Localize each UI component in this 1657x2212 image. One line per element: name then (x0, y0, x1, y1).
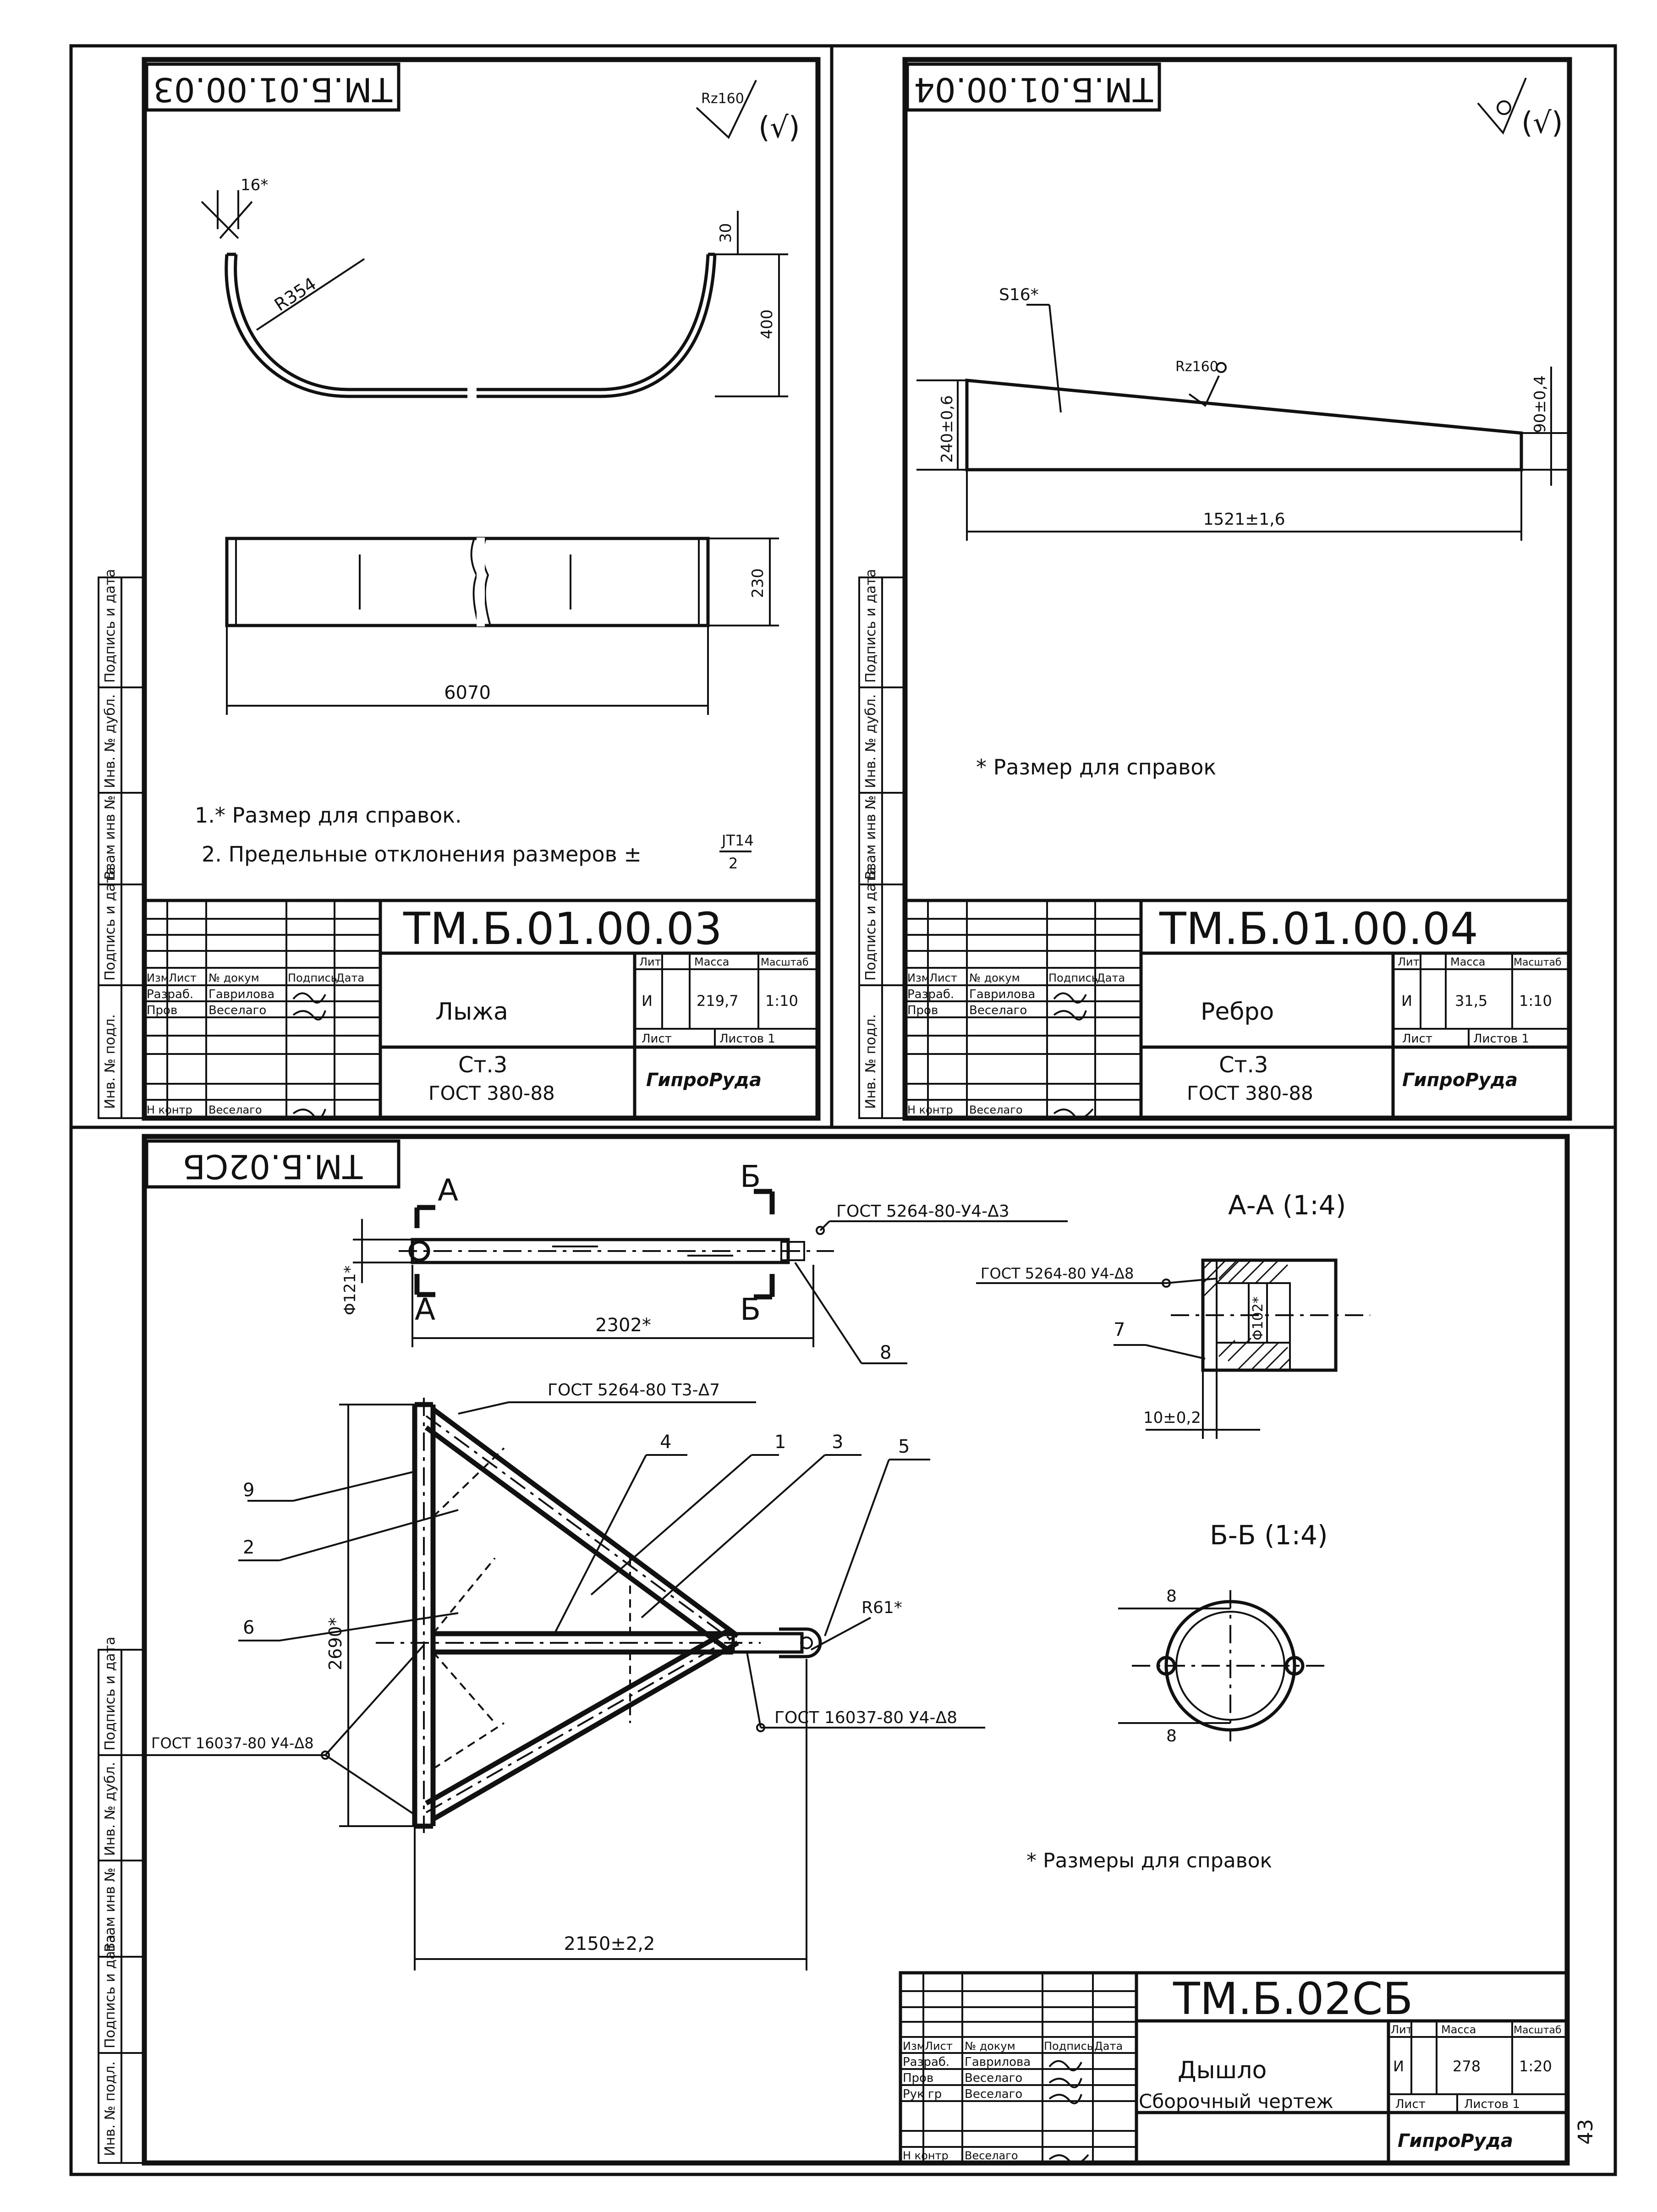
tb-prov: Пров (147, 1004, 178, 1017)
tb-list: Лист (925, 2040, 953, 2053)
position-9: 9 (243, 1480, 255, 1501)
tb-prov: Пров (903, 2071, 934, 2085)
side-stamp-label: Подпись и дата (102, 867, 118, 981)
section-aa-title: А-А (1:4) (1228, 1190, 1346, 1221)
weld-callout: ГОСТ 5264-80 У4-Δ8 (981, 1265, 1134, 1282)
dim-8: 8 (1166, 1587, 1177, 1606)
tb-ndok: № докум (965, 2040, 1015, 2053)
roughness-rz: Rz160 (1175, 359, 1218, 375)
tb-masshtab: Масштаб (1514, 957, 1562, 968)
weld-callout: ГОСТ 5264-80 Т3-Δ7 (548, 1381, 720, 1400)
roughness-paren: (√) (1521, 106, 1563, 140)
dim-10: 10±0,2 (1143, 1409, 1201, 1427)
dim-230: 230 (749, 568, 767, 598)
tb-lit-value: И (1393, 2058, 1404, 2075)
note: * Размеры для справок (1026, 1849, 1273, 1872)
tb-name: Дышло (1178, 2057, 1267, 2084)
tb-standard: ГОСТ 380-88 (428, 1082, 555, 1104)
cut-label-b: Б (740, 1292, 761, 1327)
side-stamp-label: Взам инв № (863, 795, 879, 880)
tb-org: ГипроРуда (646, 1070, 762, 1091)
drawing-code-flipped: ТМ.Б.01.00.04 (914, 70, 1153, 109)
tb-org: ГипроРуда (1402, 1070, 1518, 1091)
tb-razrab: Разраб. (903, 2055, 950, 2069)
side-stamp-label: Взам инв № (102, 795, 118, 880)
tb-subname: Сборочный чертеж (1139, 2090, 1333, 2113)
position-1: 1 (774, 1432, 786, 1453)
tb-razrab: Разраб. (907, 988, 955, 1001)
position-8: 8 (880, 1342, 892, 1363)
tb-izm: Изм (147, 972, 169, 984)
tb-org: ГипроРуда (1398, 2130, 1513, 2152)
tb-person: Веселаго (208, 1004, 267, 1017)
note-2: 2. Предельные отклонения размеров ± (202, 842, 642, 867)
tb-data: Дата (1097, 972, 1125, 984)
tb-code: ТМ.Б.02СБ (1173, 1973, 1413, 2025)
side-stamp-label: Подпись и дата (102, 1636, 118, 1751)
side-stamp-label: Подпись и дата (102, 1934, 118, 2048)
tb-masshtab: Масштаб (1514, 2025, 1562, 2036)
tb-list: Лист (929, 972, 957, 984)
section-bb-title: Б-Б (1:4) (1210, 1520, 1328, 1551)
dim-2302: 2302* (595, 1315, 651, 1336)
note-1: 1.* Размер для справок. (195, 803, 462, 828)
side-stamp-label: Взам инв № (102, 1867, 118, 1952)
tb-mass-value: 278 (1453, 2058, 1481, 2075)
roughness-paren: (√) (758, 111, 800, 145)
dim-1521: 1521±1,6 (1203, 510, 1285, 529)
side-stamp-label: Подпись и дата (102, 569, 118, 683)
weld-callout: ГОСТ 5264-80-У4-Δ3 (836, 1202, 1010, 1221)
tb-person: Веселаго (965, 2149, 1018, 2162)
dim-2690: 2690* (325, 1617, 346, 1670)
tolerance-denominator: 2 (729, 855, 738, 872)
tb-material: Ст.3 (1219, 1052, 1268, 1078)
side-stamp-label: Инв. № дубл. (102, 694, 118, 788)
position-7: 7 (1114, 1319, 1125, 1340)
tb-lit-value: И (642, 992, 653, 1010)
dim-6070: 6070 (444, 682, 491, 703)
tb-rukgr: Рук гр (903, 2087, 942, 2101)
dim-8: 8 (1166, 1727, 1177, 1745)
side-stamp-label: Подпись и дата (863, 569, 879, 683)
dim-d121: Φ121* (341, 1265, 359, 1315)
tb-sheet: Лист (642, 1032, 672, 1046)
dim-thickness: 16* (241, 176, 269, 194)
tb-code: ТМ.Б.01.00.03 (403, 903, 722, 955)
page-number: 43 (1574, 2119, 1597, 2145)
dim-s16: S16* (999, 285, 1039, 304)
tb-name: Ребро (1201, 998, 1274, 1026)
dim-240: 240±0,6 (938, 395, 956, 463)
tb-massa: Масса (694, 955, 730, 968)
tb-data: Дата (1094, 2040, 1123, 2053)
tb-sheet: Лист (1395, 2097, 1426, 2111)
cut-label-b: Б (740, 1159, 761, 1194)
tb-massa: Масса (1441, 2023, 1476, 2036)
position-4: 4 (660, 1432, 672, 1453)
tb-list: Лист (169, 972, 197, 984)
weld-callout: ГОСТ 16037-80 У4-Δ8 (774, 1708, 957, 1727)
dim-90: 90±0,4 (1531, 375, 1549, 433)
tb-sheets: Листов 1 (1473, 1032, 1529, 1046)
dim-d102: Φ102* (1250, 1296, 1266, 1340)
tb-lit-value: И (1401, 992, 1412, 1010)
drawing-code-flipped: ТМ.Б.01.00.03 (153, 70, 392, 109)
dim-400: 400 (758, 309, 776, 339)
side-stamp-label: Подпись и дата (863, 867, 879, 981)
tb-scale-value: 1:10 (765, 992, 798, 1010)
tb-person: Веселаго (208, 1103, 262, 1116)
position-5: 5 (898, 1436, 910, 1457)
tb-nkontr: Н контр (907, 1103, 953, 1116)
tb-izm: Изм (903, 2040, 925, 2053)
position-3: 3 (832, 1432, 844, 1453)
tb-massa: Масса (1450, 955, 1486, 968)
tb-person: Веселаго (969, 1103, 1023, 1116)
side-stamp-label: Инв. № подл. (102, 1014, 118, 1109)
tb-mass-value: 31,5 (1455, 992, 1488, 1010)
tb-person: Гаврилова (208, 988, 275, 1001)
dim-r61: R61* (861, 1598, 902, 1617)
note: * Размер для справок (976, 755, 1217, 779)
side-stamp-label: Инв. № подл. (863, 1014, 879, 1109)
tb-code: ТМ.Б.01.00.04 (1159, 903, 1478, 955)
weld-callout: ГОСТ 16037-80 У4-Δ8 (151, 1734, 314, 1752)
cut-label-a: А (438, 1173, 459, 1208)
tb-razrab: Разраб. (147, 988, 194, 1001)
tb-standard: ГОСТ 380-88 (1187, 1082, 1313, 1104)
tb-lit: Лит (639, 955, 661, 968)
tb-scale-value: 1:10 (1519, 992, 1552, 1010)
tb-lit: Лит (1391, 2023, 1413, 2036)
tb-mass-value: 219,7 (697, 992, 739, 1010)
tb-lit: Лит (1398, 955, 1420, 968)
dim-30: 30 (717, 223, 735, 243)
tb-nkontr: Н контр (147, 1103, 192, 1116)
tb-podp: Подпись (1048, 972, 1098, 984)
roughness-label: Rz160 (701, 91, 744, 107)
side-stamp-label: Инв. № дубл. (102, 1762, 118, 1856)
tb-scale-value: 1:20 (1519, 2058, 1552, 2075)
tb-masshtab: Масштаб (761, 957, 809, 968)
tolerance-numerator: JT14 (722, 832, 754, 849)
tb-person: Веселаго (965, 2071, 1023, 2085)
dim-2150: 2150±2,2 (564, 1933, 655, 1954)
tb-person: Веселаго (969, 1004, 1027, 1017)
tb-sheets: Листов 1 (719, 1032, 775, 1046)
tb-sheets: Листов 1 (1464, 2097, 1520, 2111)
tb-podp: Подпись (288, 972, 337, 984)
tb-person: Веселаго (965, 2087, 1023, 2101)
dim-radius: R354 (270, 273, 320, 315)
position-2: 2 (243, 1537, 255, 1558)
tb-person: Гаврилова (969, 988, 1036, 1001)
tb-sheet: Лист (1402, 1032, 1432, 1046)
tb-name: Лыжа (435, 998, 508, 1026)
tb-prov: Пров (907, 1004, 938, 1017)
tb-ndok: № докум (969, 972, 1020, 984)
tb-nkontr: Н контр (903, 2149, 949, 2162)
cut-label-a: А (415, 1292, 436, 1327)
side-stamp-label: Инв. № подл. (102, 2061, 118, 2156)
position-6: 6 (243, 1617, 255, 1638)
drawing-code-flipped: ТМ.Б.02СБ (182, 1147, 363, 1186)
tb-data: Дата (336, 972, 365, 984)
tb-podp: Подпись (1044, 2040, 1093, 2053)
side-stamp-label: Инв. № дубл. (863, 694, 879, 788)
tb-izm: Изм (907, 972, 930, 984)
tb-material: Ст.3 (458, 1052, 508, 1078)
tb-person: Гаврилова (965, 2055, 1031, 2069)
tb-ndok: № докум (208, 972, 259, 984)
